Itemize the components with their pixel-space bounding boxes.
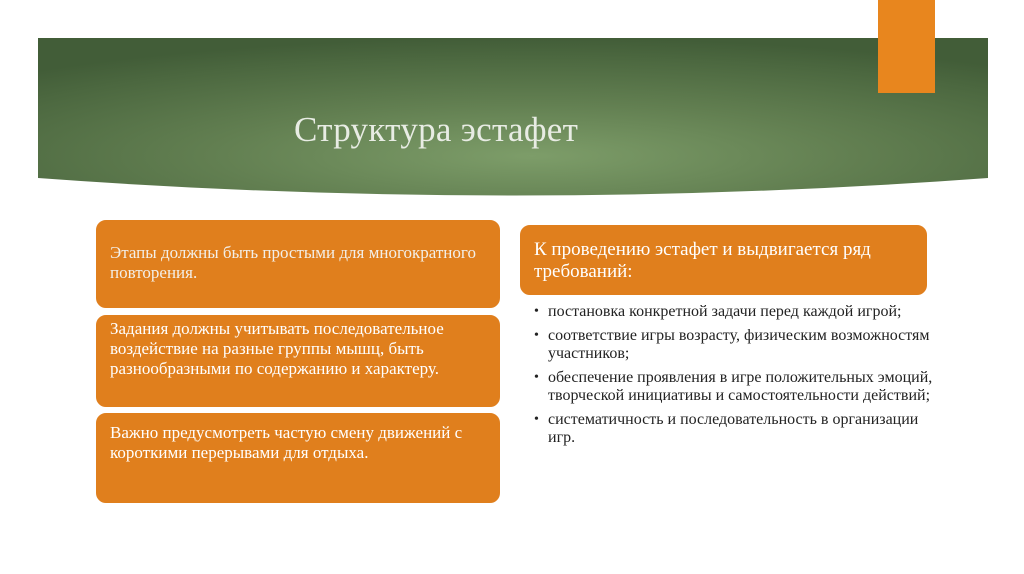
list-item-text: постановка конкретной задачи перед каждой игрой; <box>548 303 902 320</box>
bullet-icon: • <box>534 370 539 385</box>
list-item <box>520 327 940 363</box>
list-item <box>520 411 940 447</box>
list-item-text: соответствие игры возрасту, физическим возможностям участников; <box>548 327 930 362</box>
slide-title: Структура эстафет <box>294 110 579 149</box>
list-item-text: систематичность и последовательность в организации игр. <box>548 411 919 446</box>
accent-tab <box>878 0 935 93</box>
rest-requirement-box <box>94 411 502 505</box>
bullet-icon: • <box>534 328 539 343</box>
list-item <box>520 369 940 405</box>
box-text: Этапы должны быть простыми для многократного повторения. <box>110 243 476 282</box>
bullet-icon: • <box>534 304 539 319</box>
bullet-icon: • <box>534 412 539 427</box>
requirements-list <box>520 303 940 453</box>
requirements-heading-box <box>518 223 929 297</box>
box-text: Задания должны учитывать последовательное воздействие на разные группы мышц, быть разнообразными по содержанию и характеру. <box>110 319 444 378</box>
stage-requirement-box <box>94 218 502 310</box>
box-text: Важно предусмотреть частую смену движений с короткими перерывами для отдыха. <box>110 423 463 462</box>
task-requirement-box <box>94 313 502 409</box>
list-item <box>520 303 940 321</box>
requirements-heading: К проведению эстафет и выдвигается ряд требований: <box>534 239 871 282</box>
list-item-text: обеспечение проявления в игре положительных эмоций, творческой инициативы и самостоятельности действий; <box>548 369 933 404</box>
